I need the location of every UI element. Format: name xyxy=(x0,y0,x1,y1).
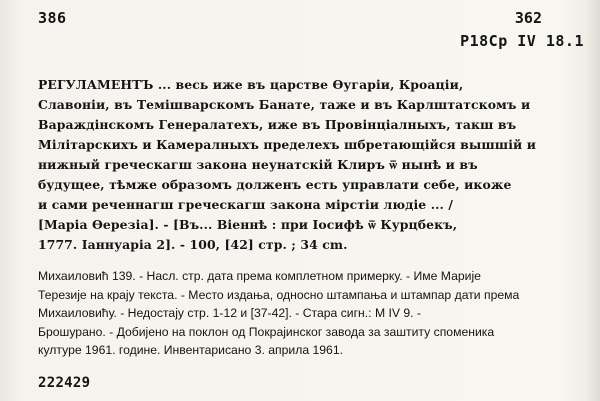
call-number: P18Cp IV 18.1 xyxy=(460,32,584,50)
note-line: Михаиловић 139. - Насл. стр. дата према комплетном примерку. - Име Марије xyxy=(38,269,481,283)
note-line: Брошурано. - Добијено на поклон од Покрајинског завода за заштиту споменика xyxy=(38,324,495,339)
page-number-left: 386 xyxy=(38,9,67,27)
note-line: Михаиловићу. - Недостају стр. 1-12 и [37-42]. - Стара сигн.: М IV 9. - xyxy=(38,306,421,320)
page-number-right: 362 xyxy=(514,9,542,27)
catalog-notes xyxy=(38,267,588,360)
title-line: и сами реченнагш греческагш закона мiрстiи людiе ... / xyxy=(38,197,453,212)
title-line: Славонiи, въ Темiшварскомъ Банате, таже и въ Карлштатскомъ и xyxy=(38,97,531,112)
title-line: нижный греческагш закона неунатскiй Клиръ ѿ нынѣ и въ xyxy=(38,157,478,172)
note-line: културе 1961. године. Инвентарисано 3. априла 1961. xyxy=(38,343,343,357)
title-line: будущее, тѣмже образомъ долженъ есть управлати себе, икоже xyxy=(38,177,512,192)
note-line: Терезије на крају текста. - Место издања, односно штампања и штампар дати према xyxy=(38,287,520,302)
title-line: Вараждiнскомъ Генералатехъ, иже въ Провiнцiалныхъ, такш въ xyxy=(38,117,517,132)
accession-number: 222429 xyxy=(38,375,91,391)
title-line: [Марiа Өерезiа]. - [Въ... Вiеннѣ : при Iосифѣ ѿ Курцбекъ, xyxy=(38,217,458,232)
title-description xyxy=(38,75,586,255)
card-edge-shadow xyxy=(586,0,600,401)
title-line: РЕГУЛАМЕНТЪ ... весь иже въ царстве Өугарiи, Кроацiи, xyxy=(38,77,464,92)
title-line: Мiлiтарскихъ и Камералныхъ пределехъ шбретающiйся вышшiй и xyxy=(38,137,537,152)
title-line: 1777. Iаннуарiа 2]. - 100, [42] стр. ; 34 cm. xyxy=(38,237,348,252)
